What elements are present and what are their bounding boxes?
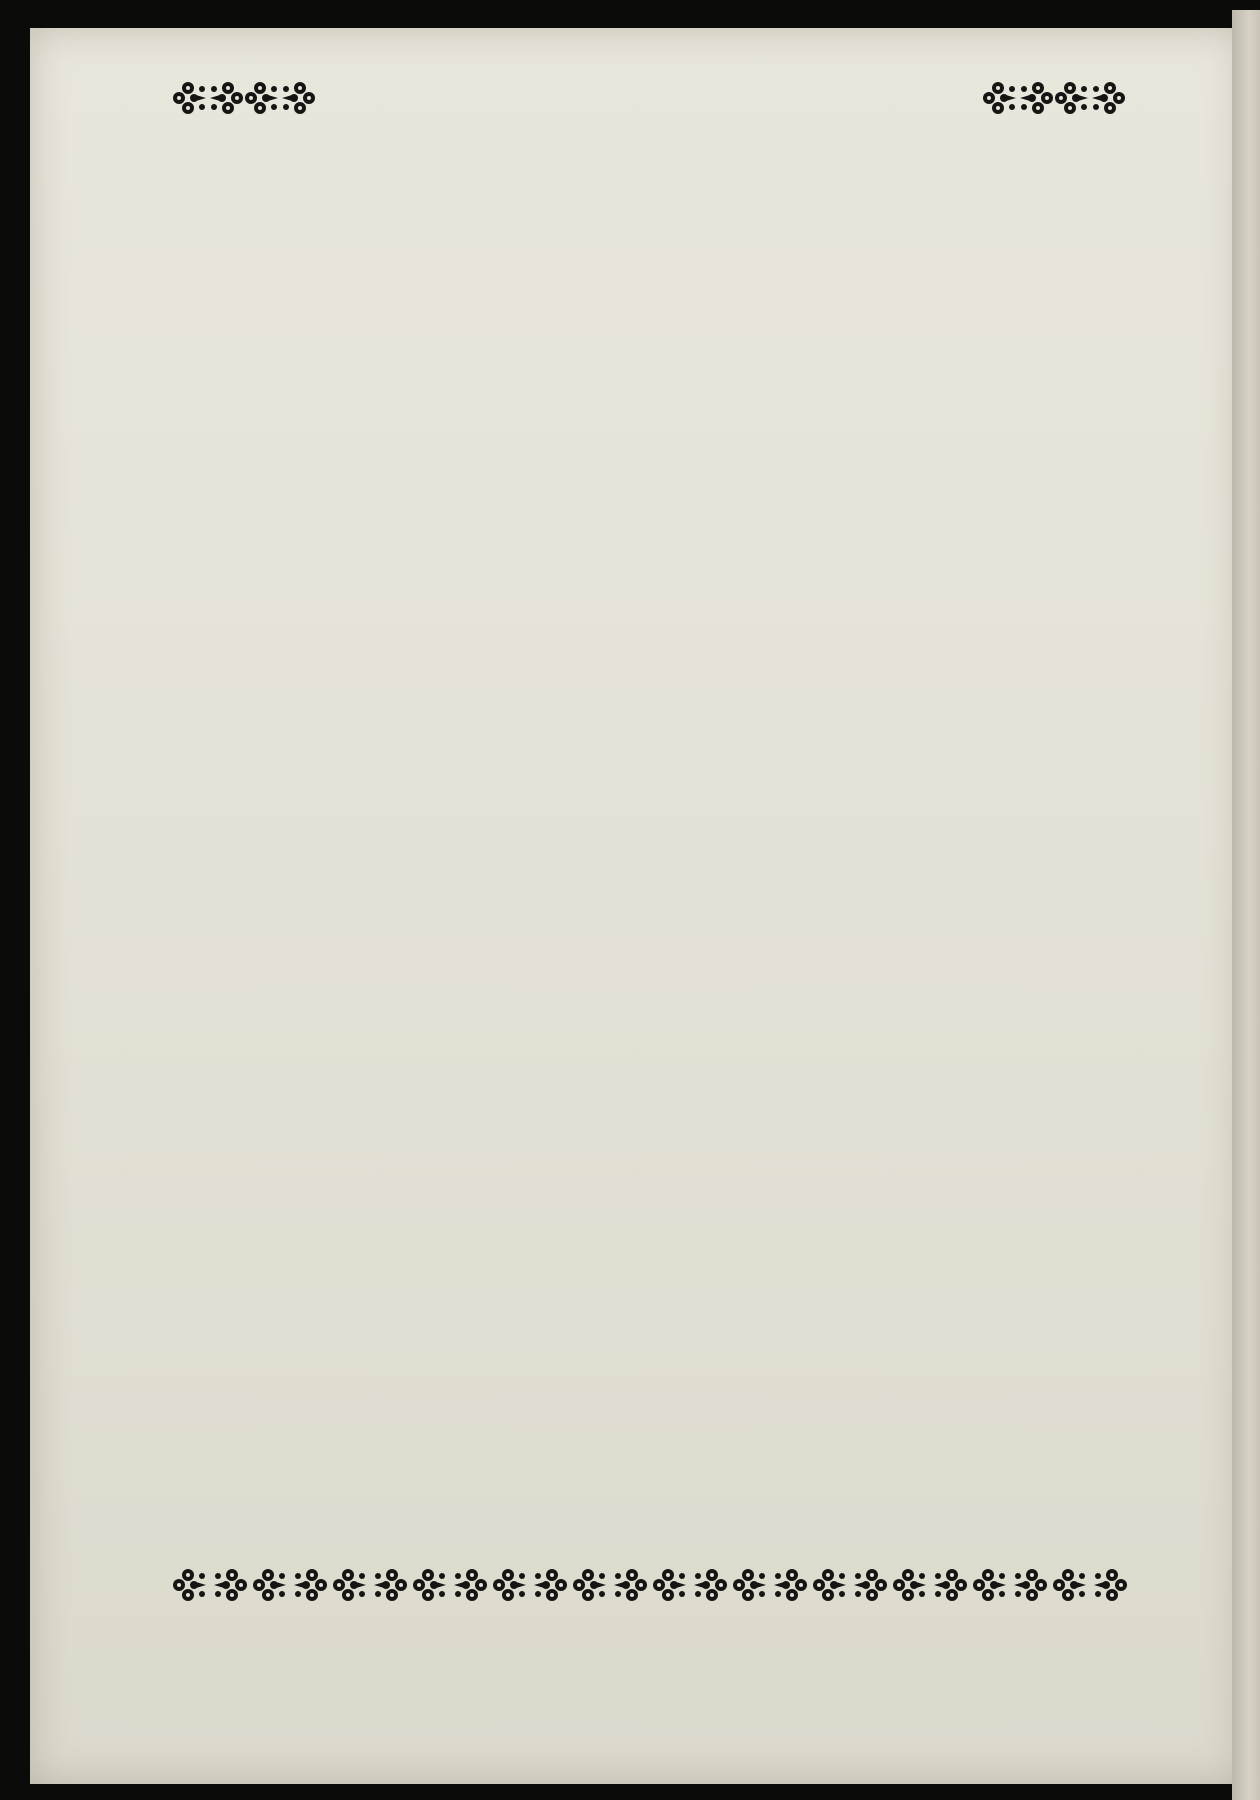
stanza-83 — [232, 1061, 1032, 1109]
stanza-number — [232, 598, 1032, 646]
stanza-number — [232, 135, 1032, 183]
book-page — [30, 28, 1242, 1784]
stanza-81 — [232, 135, 1032, 183]
stanza-number — [232, 1061, 1032, 1109]
facing-page-edge — [1232, 10, 1260, 1800]
stanza-82 — [232, 598, 1032, 646]
